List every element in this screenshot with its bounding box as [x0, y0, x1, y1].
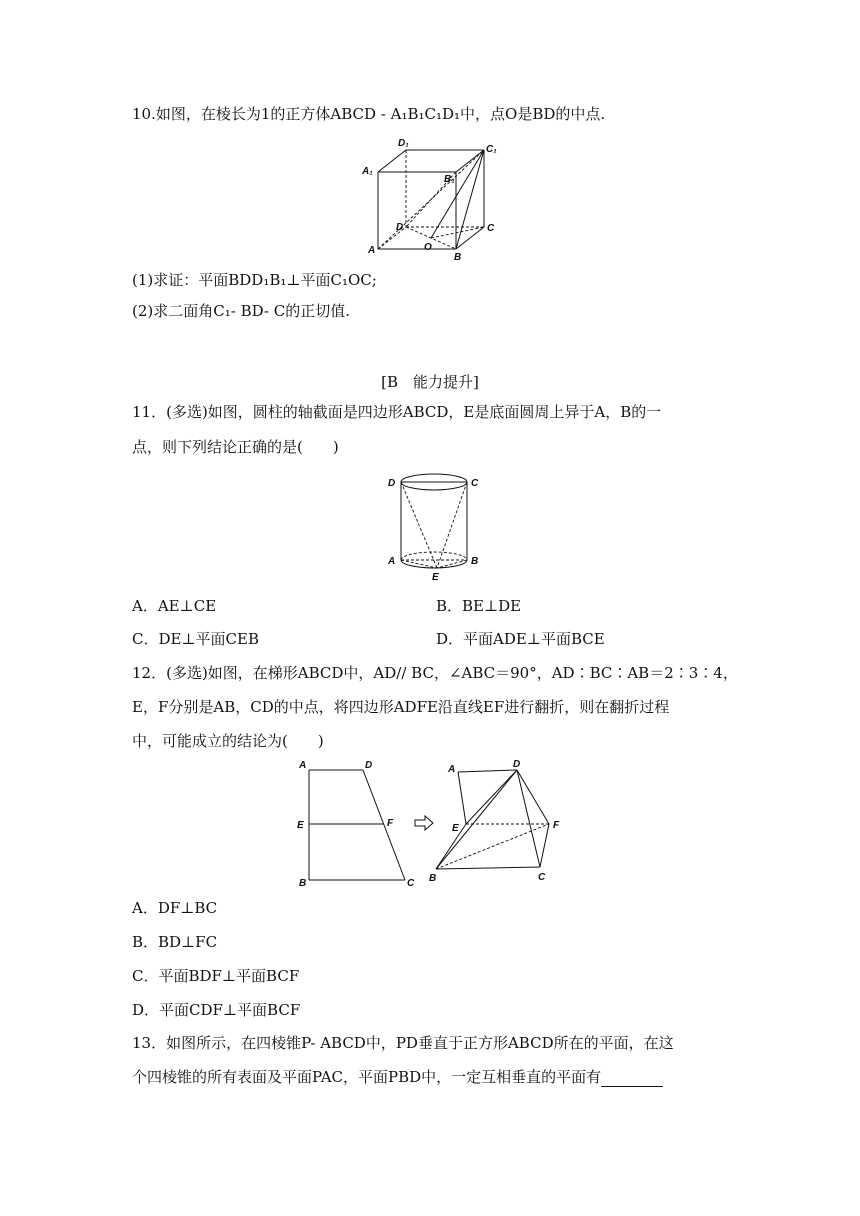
q11-stem-line2: 点，则下列结论正确的是( ): [132, 438, 339, 456]
fold-label-e: E: [452, 823, 459, 834]
q12-option-a[interactable]: A．DF⊥BC: [132, 899, 218, 917]
fold-edge-ad: [458, 770, 517, 772]
fold-edge-df: [517, 770, 549, 824]
cube-label-d: D: [396, 222, 404, 233]
edge-c1b: [456, 150, 484, 249]
edge-b1c1: [456, 150, 484, 172]
fold-label-d: D: [513, 759, 521, 770]
q11-option-c[interactable]: C．DE⊥平面CEB: [132, 630, 260, 648]
q12-stem-line1: 12．(多选)如图，在梯形ABCD中，AD// BC，∠ABC＝90°，AD∶BC∶AB＝2∶3∶4，: [132, 664, 738, 682]
fold-edge-de: [466, 770, 517, 824]
fold-label-a: A: [448, 764, 456, 775]
trap-label-d: D: [365, 760, 373, 771]
cyl-label-b: B: [471, 556, 479, 567]
fold-edge-bc: [436, 867, 540, 869]
answer-blank[interactable]: [601, 1071, 663, 1087]
q12-option-b[interactable]: B．BD⊥FC: [132, 933, 218, 951]
fold-edge-db: [436, 770, 517, 869]
segment-de: [401, 482, 437, 568]
trap-label-f: F: [387, 818, 394, 829]
q13-stem-line2: [132, 1067, 663, 1087]
section-heading: [B 能力提升]: [381, 373, 479, 391]
cube-label-d1: D₁: [398, 138, 409, 149]
cyl-label-c: C: [471, 478, 479, 489]
cube-label-o: O: [424, 242, 432, 253]
q11-stem-line1: 11．(多选)如图，圆柱的轴截面是四边形ABCD，E是底面圆周上异于A，B的一: [132, 403, 662, 421]
q13-stem-line1: 13．如图所示，在四棱锥P- ABCD中，PD垂直于正方形ABCD所在的平面，在这: [132, 1034, 674, 1052]
trap-label-a: A: [299, 760, 307, 771]
q12-option-c[interactable]: C．平面BDF⊥平面BCF: [132, 967, 300, 985]
fold-edge-fc: [540, 824, 549, 867]
cube-label-a: A: [368, 245, 376, 256]
segment-ce: [437, 482, 467, 568]
q11-option-b[interactable]: B．BE⊥DE: [436, 597, 522, 615]
cube-label-c: C: [487, 223, 495, 234]
fold-label-b: B: [429, 873, 437, 884]
q12-stem-line2: E，F分别是AB，CD的中点，将四边形ADFE沿直线EF进行翻折，则在翻折过程: [132, 698, 670, 716]
q11-option-a[interactable]: A．AE⊥CE: [132, 597, 217, 615]
q10-part1: (1)求证：平面BDD₁B₁⊥平面C₁OC;: [132, 271, 377, 289]
cyl-label-a: A: [388, 556, 396, 567]
edge-ac1: [378, 150, 484, 249]
q13-stem-line2-text: 个四棱锥的所有表面及平面PAC，平面PBD中，一定互相垂直的平面有: [132, 1068, 602, 1086]
edge-a1d1: [378, 150, 406, 172]
edge-c1o: [431, 150, 484, 238]
cyl-label-e: E: [432, 572, 439, 583]
q12-stem-line3: 中，可能成立的结论为( ): [132, 732, 324, 750]
q11-option-d[interactable]: D．平面ADE⊥平面BCE: [436, 630, 605, 648]
fold-label-c: C: [538, 872, 546, 883]
cube-label-b: B: [454, 252, 462, 263]
fold-label-f: F: [553, 820, 560, 831]
cylinder-figure: [385, 470, 485, 585]
fold-edge-eb: [436, 824, 466, 869]
trap-label-e: E: [297, 820, 304, 831]
cube-figure: [360, 132, 500, 262]
trap-edge-dc: [363, 770, 405, 880]
cube-label-b1: B₁: [444, 174, 455, 185]
fold-edge-ae: [458, 772, 466, 824]
trapezoid-fold-figure: [295, 760, 585, 888]
cylinder-bottom-back: [401, 552, 467, 560]
cube-label-c1: C₁: [486, 144, 497, 155]
q12-option-d[interactable]: D．平面CDF⊥平面BCF: [132, 1001, 301, 1019]
cube-label-a1: A₁: [362, 166, 373, 177]
trap-label-c: C: [407, 878, 415, 889]
fold-edge-dc: [517, 770, 540, 867]
right-arrow-icon: [415, 816, 433, 830]
trap-label-b: B: [299, 878, 307, 889]
edge-bc: [456, 227, 484, 249]
q10-part2: (2)求二面角C₁- BD- C的正切值.: [132, 302, 350, 320]
edge-oc: [431, 227, 484, 238]
q10-stem: 10.如图，在棱长为1的正方体ABCD - A₁B₁C₁D₁中，点O是BD的中点.: [132, 105, 606, 123]
cyl-label-d: D: [388, 478, 396, 489]
